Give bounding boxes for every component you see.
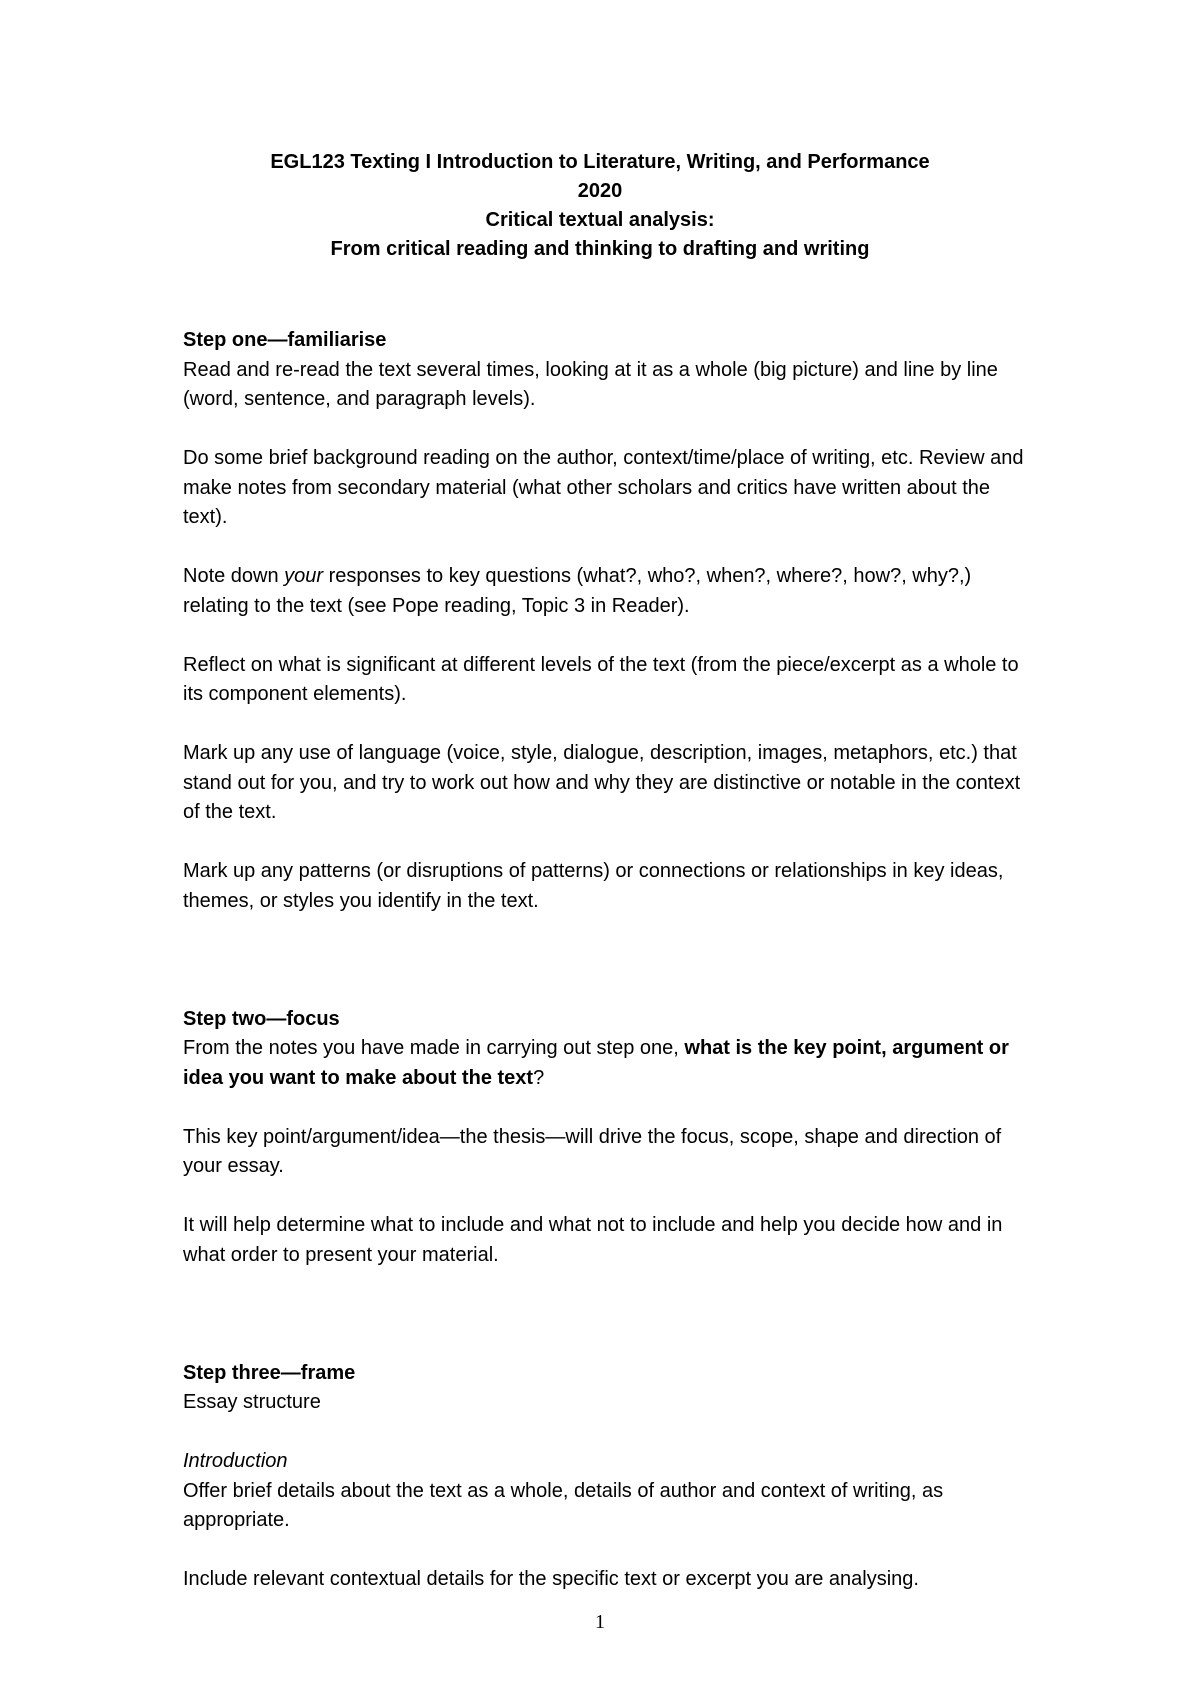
step-two-heading: Step two—focus	[183, 1007, 340, 1030]
step-one-paragraph-2: Do some brief background reading on the author, context/time/place of writing, etc. Review and make notes from secondary material (what other scholars and critics have written about the text).	[183, 447, 1024, 528]
section-spacer	[183, 946, 1033, 1005]
step-two-paragraph-1-start: From the notes you have made in carrying out step one,	[183, 1037, 685, 1059]
step-one-paragraph-6: Mark up any patterns (or disruptions of patterns) or connections or relationships in key ideas, themes, or styles you identify in the text.	[183, 860, 1004, 912]
step-two-paragraph-1-end: ?	[533, 1066, 545, 1089]
step-three-paragraph-2: Include relevant contextual details for the specific text or excerpt you are analysing.	[183, 1568, 919, 1590]
step-one-paragraph-3	[183, 562, 1033, 621]
section-spacer	[183, 1300, 1033, 1359]
step-one-paragraph-1: Read and re-read the text several times, looking at it as a whole (big picture) and line by line (word, sentence, and paragraph levels).	[183, 358, 998, 410]
step-one-paragraph-4: Reflect on what is significant at different levels of the text (from the piece/excerpt as a whole to its component elements).	[183, 653, 1019, 705]
step-three-paragraph-1: Offer brief details about the text as a whole, details of author and context of writing, as appropriate.	[183, 1479, 944, 1531]
step-two-paragraph-1	[183, 1034, 1033, 1093]
page-number: 1	[595, 1611, 605, 1633]
year: 2020	[577, 180, 623, 202]
step-two-paragraph-1-emphasis: what is the key point, argument or idea you want to make about the text	[183, 1037, 1009, 1089]
step-one-paragraph-3-emphasis: your	[284, 565, 324, 587]
document-body	[183, 326, 1033, 1624]
course-title: EGL123 Texting I Introduction to Literature, Writing, and Performance	[270, 151, 930, 173]
document-title-block	[0, 148, 1200, 264]
step-one-paragraph-3-start: Note down	[183, 565, 285, 587]
document-subtitle: From critical reading and thinking to drafting and writing	[330, 238, 870, 260]
document-title: Critical textual analysis:	[485, 209, 715, 231]
introduction-label-text: Introduction	[183, 1450, 288, 1472]
step-one-heading: Step one—familiarise	[183, 329, 387, 351]
step-one-paragraph-5: Mark up any use of language (voice, style, dialogue, description, images, metaphors, etc.) that stand out for you, and try to work out how and why they are distinctive or notable in the context of the text.	[183, 742, 1021, 823]
step-two-paragraph-3: It will help determine what to include and what not to include and help you decide how and in what order to present your material.	[183, 1214, 1003, 1266]
step-three-heading: Step three—frame	[183, 1361, 356, 1384]
step-one-paragraph-3-end: responses to key questions (what?, who?, when?, where?, how?, why?,) relating to the text (see Pope reading, Topic 3 in Reader).	[183, 565, 972, 617]
introduction-label	[183, 1447, 1033, 1477]
essay-structure-subheading: Essay structure	[183, 1391, 321, 1413]
step-two-paragraph-2: This key point/argument/idea—the thesis—will drive the focus, scope, shape and direction of your essay.	[183, 1125, 1002, 1177]
